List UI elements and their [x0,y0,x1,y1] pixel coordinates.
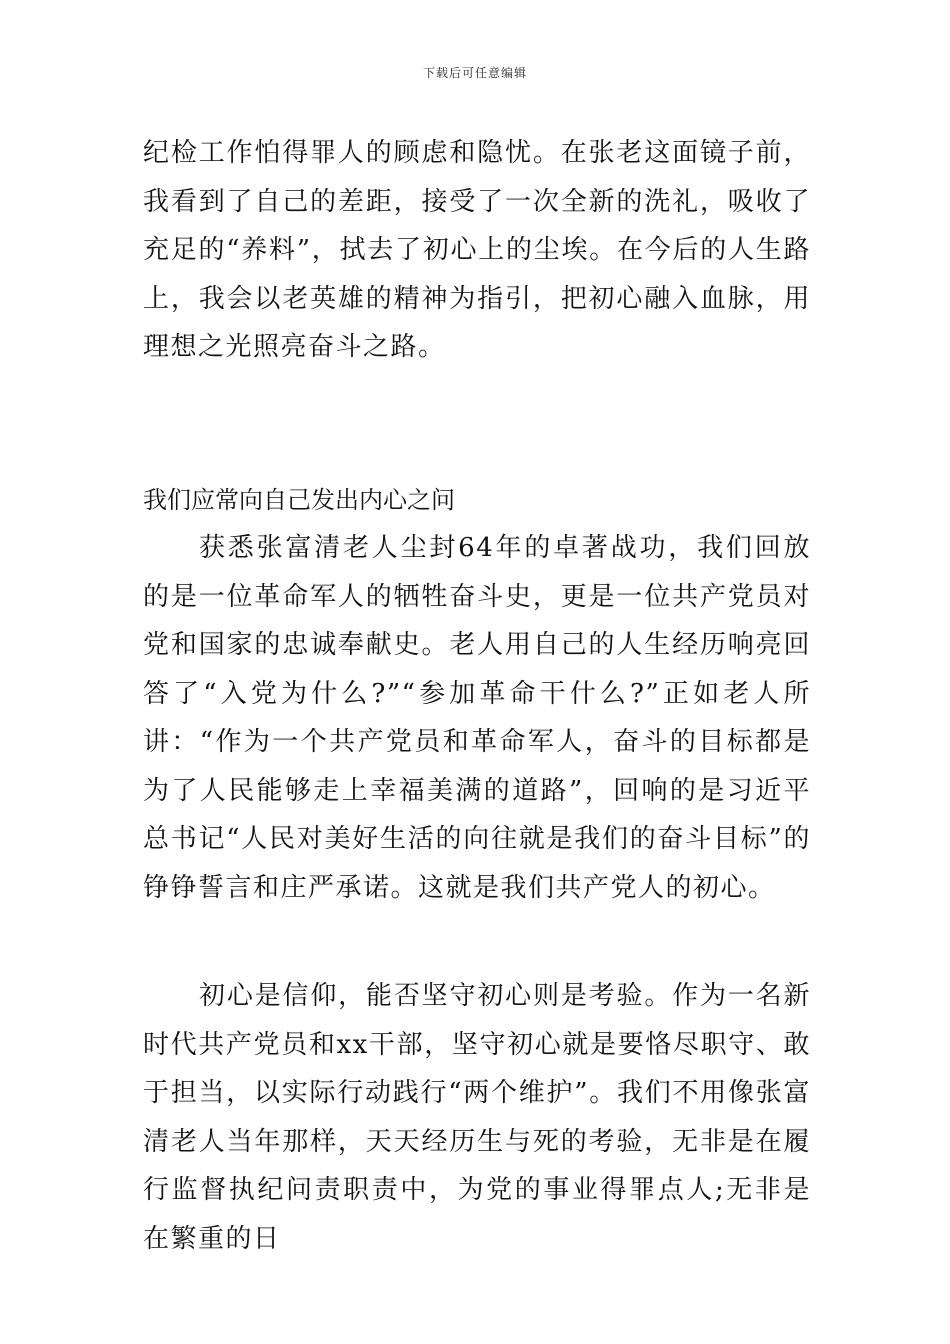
paragraph-zhang-fuqing: 获悉张富清老人尘封64年的卓著战功，我们回放的是一位革命军人的牺牲奋斗史，更是一位共产党员对党和国家的忠诚奉献史。老人用自己的人生经历响亮回答了“入党为什么?”“参加革命干什么?”正如老人所讲：“作为一个共产党员和革命军人，奋斗的目标都是为了人民能够走上幸福美满的道路”，回响的是习近平总书记“人民对美好生活的向往就是我们的奋斗目标”的铮铮誓言和庄严承诺。这就是我们共产党人的初心。 [143,533,811,903]
paragraph-continuation: 纪检工作怕得罪人的顾虑和隐忧。在张老这面镜子前，我看到了自己的差距，接受了一次全新的洗礼，吸收了充足的“养料”，拭去了初心上的尘埃。在今后的人生路上，我会以老英雄的精神为指引，把初心融入血脉，用理想之光照亮奋斗之路。 [143,138,811,362]
paragraph-original-aspiration: 初心是信仰，能否坚守初心则是考验。作为一名新时代共产党员和xx干部，坚守初心就是要恪尽职守、敢于担当，以实际行动践行“两个维护”。我们不用像张富清老人当年那样，天天经历生与死的考验，无非是在履行监督执纪问责职责中，为党的事业得罪点人;无非是在繁重的日 [143,981,811,1254]
page-header: 下载后可任意编辑 [422,66,527,80]
section-heading: 我们应常向自己发出内心之问 [143,486,455,514]
